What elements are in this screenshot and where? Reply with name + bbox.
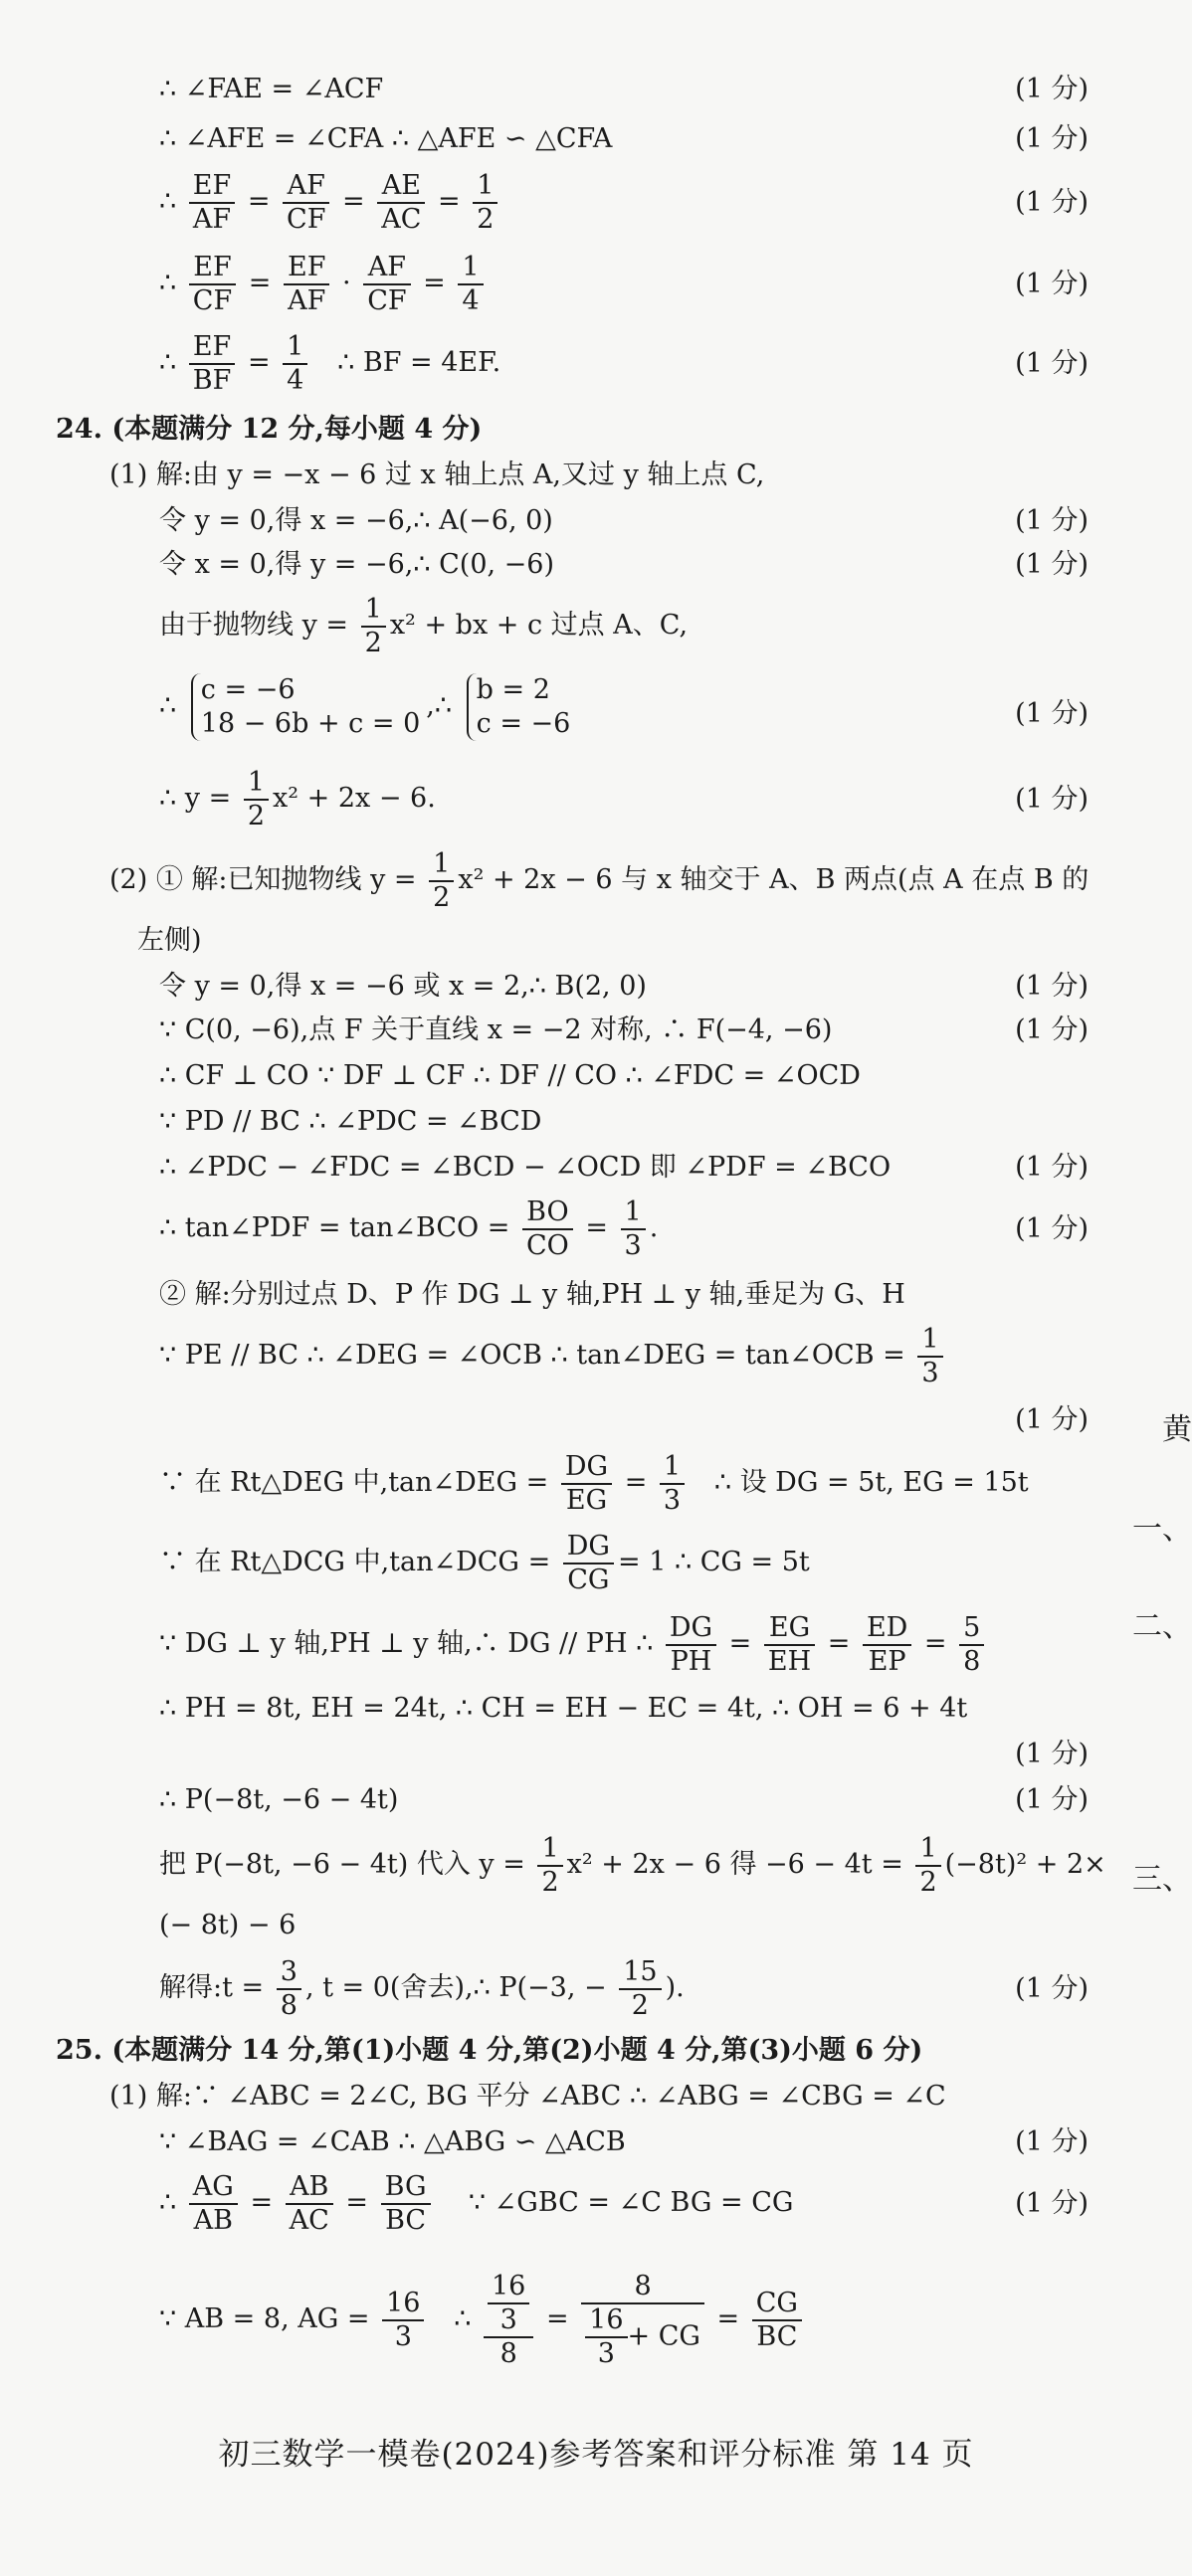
side-mark: 黄 [1162, 1412, 1192, 1447]
fraction: $\frac{1}{3}$ [660, 1451, 685, 1517]
fraction: $\frac{16}{3}$ [382, 2288, 424, 2353]
step-line-fraction: ∴ tan∠PDF = tan∠BCO = $\frac{BO}{CO}$ = $\frac{1}{3}$ . [159, 1196, 659, 1261]
fraction: $\frac{3}{8}$ [277, 1956, 301, 2022]
step-line: (1) 解:由 y = −x − 6 过 x 轴上点 A,又过 y 轴上点 C, [109, 460, 765, 490]
step-line: ② 解:分别过点 D、P 作 DG ⊥ y 轴,PH ⊥ y 轴,垂足为 G、H [159, 1279, 905, 1310]
step-line-compound-fraction: ∵ AB = 8, AG = $\frac{16}{3}$ ∴ $\frac{\frac{16}{3}}{8}$ = 8 $\frac{16}{3}$ + CG = $\frac{CG}{BC}$ [159, 2250, 806, 2389]
fraction: $\frac{1}{4}$ [458, 252, 483, 317]
step-line: ∴ ∠PDC − ∠FDC = ∠BCD − ∠OCD 即 ∠PDF = ∠BCO [159, 1152, 892, 1183]
score-mark: (1 分) [1015, 74, 1089, 104]
fraction: $\frac{EF}{CF}$ [189, 252, 236, 317]
step-line-fraction: 解得:t = $\frac{3}{8}$ , t = 0(舍去),∴ P(−3, − $\frac{15}{2}$ ). [159, 1955, 685, 2021]
score-mark: (1 分) [1015, 2188, 1089, 2219]
fraction: $\frac{1}{2}$ [915, 1833, 940, 1899]
score-mark: (1 分) [1015, 1152, 1089, 1183]
step-line-fraction: ∴ $\frac{AG}{AB}$ = $\frac{AB}{AC}$ = $\frac{BG}{BC}$ ∵ ∠GBC = ∠C BG = CG [159, 2170, 794, 2236]
step-line-fraction: ∴ $\frac{EF}{CF}$ = $\frac{EF}{AF}$ · $\frac{AF}{CF}$ = $\frac{1}{4}$ [159, 249, 488, 318]
fraction: $\frac{1}{4}$ [283, 331, 307, 397]
score-mark: (1 分) [1015, 698, 1089, 729]
score-mark: (1 分) [1015, 1739, 1089, 1769]
step-line: (− 8t) − 6 [159, 1910, 297, 1940]
score-mark: (1 分) [1015, 505, 1089, 536]
fraction: $\frac{AF}{CF}$ [283, 170, 329, 236]
fraction: $\frac{DG}{PH}$ [666, 1612, 716, 1678]
step-line: 令 y = 0,得 x = −6 或 x = 2,∴ B(2, 0) [159, 971, 647, 1002]
step-line-fraction: ∴ $\frac{EF}{BF}$ = $\frac{1}{4}$ ∴ BF = 4EF. [159, 330, 501, 396]
side-mark: 三、 [1132, 1862, 1192, 1897]
step-line-fraction: 由于抛物线 y = $\frac{1}{2}$ x² + bx + c 过点 A、C, [159, 593, 689, 658]
fraction: $\frac{DG}{CG}$ [563, 1531, 614, 1596]
fraction: $\frac{CG}{BC}$ [752, 2288, 802, 2353]
step-line-fraction: ∵ PE // BC ∴ ∠DEG = ∠OCB ∴ tan∠DEG = tan∠OCB = $\frac{1}{3}$ [159, 1321, 947, 1390]
step-line-fraction: ∵ 在 Rt△DEG 中,tan∠DEG = $\frac{DG}{EG}$ = $\frac{1}{3}$ ∴ 设 DG = 5t, EG = 15t [159, 1450, 1029, 1516]
side-mark: 二、 [1132, 1609, 1192, 1644]
step-line: 左侧) [137, 925, 202, 956]
step-line-fraction: ∵ 在 Rt△DCG 中,tan∠DCG = $\frac{DG}{CG}$ = 1 ∴ CG = 5t [159, 1530, 810, 1595]
question-heading: 24. (本题满分 12 分,每小题 4 分) [56, 414, 483, 445]
fraction: $\frac{1}{2}$ [361, 594, 386, 659]
score-mark: (1 分) [1015, 1014, 1089, 1045]
fraction: $\frac{AB}{AC}$ [286, 2171, 333, 2237]
fraction: $\frac{1}{2}$ [473, 170, 497, 236]
fraction: $\frac{5}{8}$ [959, 1612, 984, 1678]
fraction: $\frac{15}{2}$ [619, 1956, 661, 2022]
fraction: $\frac{1}{2}$ [537, 1833, 562, 1899]
fraction: $\frac{EG}{EH}$ [764, 1612, 815, 1678]
fraction: $\frac{1}{2}$ [429, 848, 454, 914]
step-line: (1) 解:∵ ∠ABC = 2∠C, BG 平分 ∠ABC ∴ ∠ABG = ∠CBG = ∠C [109, 2081, 946, 2112]
score-mark: (1 分) [1015, 1973, 1089, 2004]
fraction: $\frac{DG}{EG}$ [561, 1451, 612, 1517]
step-line: ∵ C(0, −6),点 F 关于直线 x = −2 对称, ∴ F(−4, −6) [159, 1014, 833, 1045]
score-mark: (1 分) [1015, 123, 1089, 154]
step-line-fraction: ∵ DG ⊥ y 轴,PH ⊥ y 轴,∴ DG // PH ∴ $\frac{DG}{PH}$ = $\frac{EG}{EH}$ = $\frac{ED}{EP}$ = $\frac{5}{8}$ [159, 1609, 988, 1679]
fraction: $\frac{1}{2}$ [244, 767, 269, 832]
score-mark: (1 分) [1015, 1404, 1089, 1435]
step-line: ∴ CF ⊥ CO ∵ DF ⊥ CF ∴ DF // CO ∴ ∠FDC = ∠OCD [159, 1060, 861, 1091]
fraction: $\frac{ED}{EP}$ [863, 1612, 911, 1678]
score-mark: (1 分) [1015, 2126, 1089, 2157]
step-line-fraction: ∴ $\frac{EF}{AF}$ = $\frac{AF}{CF}$ = $\frac{AE}{AC}$ = $\frac{1}{2}$ [159, 167, 501, 237]
step-line: 令 x = 0,得 y = −6,∴ C(0, −6) [159, 549, 554, 580]
step-line: ∴ ∠FAE = ∠ACF [159, 74, 384, 104]
side-mark: 一、 [1132, 1512, 1192, 1547]
step-line: ∵ ∠BAG = ∠CAB ∴ △ABG ∽ △ACB [159, 2126, 626, 2157]
equation-system: b = 2 c = −6 [467, 673, 571, 741]
fraction: $\frac{EF}{AF}$ [284, 252, 329, 317]
fraction: $\frac{AE}{AC}$ [377, 170, 425, 236]
step-line-fraction: ∴ y = $\frac{1}{2}$ x² + 2x − 6. [159, 766, 436, 831]
step-line: ∴ PH = 8t, EH = 24t, ∴ CH = EH − EC = 4t, ∴ OH = 6 + 4t [159, 1693, 968, 1724]
step-line-system: ∴ c = −6 18 − 6b + c = 0 ,∴ b = 2 c = −6 [159, 673, 571, 739]
score-mark: (1 分) [1015, 1213, 1089, 1244]
step-line: ∴ ∠AFE = ∠CFA ∴ △AFE ∽ △CFA [159, 123, 613, 154]
compound-fraction: 8 $\frac{16}{3}$ + CG [581, 2271, 704, 2370]
score-mark: (1 分) [1015, 348, 1089, 379]
fraction: $\frac{1}{3}$ [917, 1324, 942, 1389]
score-mark: (1 分) [1015, 971, 1089, 1002]
fraction: $\frac{1}{3}$ [621, 1196, 646, 1262]
step-line: 令 y = 0,得 x = −6,∴ A(−6, 0) [159, 505, 553, 536]
fraction: $\frac{EF}{BF}$ [189, 331, 236, 397]
question-heading: 25. (本题满分 14 分,第(1)小题 4 分,第(2)小题 4 分,第(3)小题 6 分) [56, 2035, 923, 2066]
score-mark: (1 分) [1015, 1784, 1089, 1815]
step-line-fraction: 把 P(−8t, −6 − 4t) 代入 y = $\frac{1}{2}$ x² + 2x − 6 得 −6 − 4t = $\frac{1}{2}$ (−8t)² + 2× [159, 1832, 1106, 1898]
fraction: $\frac{EF}{AF}$ [189, 170, 235, 236]
fraction: $\frac{BG}{BC}$ [381, 2171, 431, 2237]
compound-fraction: $\frac{\frac{16}{3}}{8}$ [484, 2271, 533, 2370]
score-mark: (1 分) [1015, 549, 1089, 580]
equation-system: c = −6 18 − 6b + c = 0 [191, 673, 420, 741]
fraction: $\frac{BO}{CO}$ [522, 1196, 573, 1262]
fraction: $\frac{AG}{AB}$ [189, 2171, 238, 2237]
score-mark: (1 分) [1015, 187, 1089, 218]
step-line: ∴ P(−8t, −6 − 4t) [159, 1784, 399, 1815]
fraction: $\frac{AF}{CF}$ [363, 252, 410, 317]
step-line: ∵ PD // BC ∴ ∠PDC = ∠BCD [159, 1106, 542, 1137]
score-mark: (1 分) [1015, 784, 1089, 815]
score-mark: (1 分) [1015, 269, 1089, 299]
page-footer: 初三数学一模卷(2024)参考答案和评分标准 第 14 页 [218, 2437, 974, 2473]
step-line-fraction: (2) ① 解:已知抛物线 y = $\frac{1}{2}$ x² + 2x − 6 与 x 轴交于 A、B 两点(点 A 在点 B 的 [109, 847, 1090, 913]
